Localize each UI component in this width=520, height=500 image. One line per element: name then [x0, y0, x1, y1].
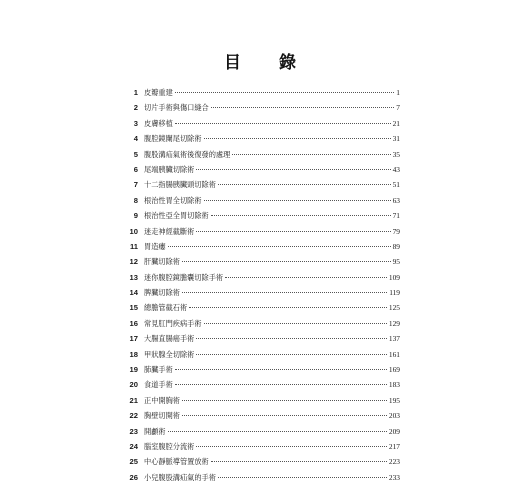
toc-entry-number: 11 — [129, 241, 138, 251]
toc-entry-title: 根治性胃全切除術 — [144, 195, 202, 205]
toc-entry-number: 8 — [133, 195, 138, 205]
dot-leader — [196, 231, 390, 232]
toc-entry-number: 22 — [129, 411, 138, 421]
toc-entry-number: 2 — [133, 103, 138, 113]
toc-entry-title: 迷你腹腔鏡膽囊切除手術 — [144, 272, 224, 282]
table-of-contents — [118, 85, 400, 485]
toc-entry-number: 10 — [129, 226, 138, 236]
toc-entry-title: 迷走神經截斷術 — [144, 226, 195, 236]
toc-entry — [118, 377, 400, 392]
toc-entry — [118, 116, 400, 131]
toc-entry-title: 腹腔鏡闌尾切除術 — [144, 134, 202, 144]
toc-entry-number: 9 — [133, 211, 138, 221]
toc-entry-title: 食道手術 — [144, 380, 173, 390]
toc-entry-number: 25 — [129, 457, 138, 467]
toc-entry — [118, 100, 400, 115]
dot-leader — [182, 292, 387, 293]
toc-entry-number: 26 — [129, 472, 138, 482]
toc-entry-page: 129 — [388, 318, 400, 328]
toc-entry-page: 223 — [388, 457, 400, 467]
dot-leader — [204, 138, 391, 139]
toc-entry — [118, 393, 400, 408]
toc-entry-page: 209 — [388, 426, 400, 436]
dot-leader — [182, 415, 387, 416]
toc-entry-page: 71 — [392, 211, 400, 221]
toc-entry-title: 腦室腹腔分流術 — [144, 441, 195, 451]
toc-entry — [118, 177, 400, 192]
toc-entry — [118, 239, 400, 254]
toc-entry-title: 小兒腹股溝疝氣的手術 — [144, 472, 216, 482]
toc-entry-number: 14 — [129, 288, 138, 298]
toc-entry — [118, 470, 400, 485]
dot-leader — [175, 369, 387, 370]
dot-leader — [168, 246, 391, 247]
toc-entry-page: 51 — [392, 180, 400, 190]
toc-entry-number: 24 — [129, 441, 138, 451]
page-title: 目 錄 — [224, 53, 312, 73]
toc-entry-number: 18 — [129, 349, 138, 359]
toc-entry — [118, 454, 400, 469]
toc-entry-title: 胃造瘻 — [144, 241, 166, 251]
toc-entry-number: 12 — [129, 257, 138, 267]
toc-entry-number: 23 — [129, 426, 138, 436]
toc-entry — [118, 331, 400, 346]
toc-entry — [118, 193, 400, 208]
toc-entry — [118, 347, 400, 362]
toc-entry-title: 中心靜脈導管置放術 — [144, 457, 209, 467]
dot-leader — [204, 323, 387, 324]
toc-entry-number: 1 — [133, 88, 138, 97]
toc-entry-title: 總膽管截石術 — [144, 303, 188, 313]
toc-entry-number: 6 — [133, 164, 138, 174]
toc-entry-page: 43 — [392, 164, 400, 174]
dot-leader — [218, 184, 391, 185]
toc-entry-page: 217 — [388, 441, 400, 451]
dot-leader — [211, 215, 391, 216]
toc-entry-page: 79 — [392, 226, 400, 236]
toc-entry — [118, 224, 400, 239]
toc-entry-title: 腹股溝疝氣術後復發的處理 — [144, 149, 231, 159]
toc-entry-page: 161 — [388, 349, 400, 359]
toc-entry-page: 95 — [392, 257, 400, 267]
toc-entry-number: 4 — [133, 134, 138, 144]
dot-leader — [182, 261, 391, 262]
toc-entry-page: 7 — [396, 103, 400, 113]
toc-entry-page: 169 — [388, 365, 400, 375]
dot-leader — [189, 307, 387, 308]
toc-entry-page: 203 — [388, 411, 400, 421]
toc-entry-page: 21 — [392, 118, 400, 128]
toc-entry — [118, 300, 400, 315]
toc-entry-number: 21 — [129, 395, 138, 405]
toc-entry-number: 16 — [129, 318, 138, 328]
toc-entry-page: 1 — [396, 88, 400, 97]
toc-entry-title: 大腸直腸癌手術 — [144, 334, 195, 344]
toc-entry-page: 35 — [392, 149, 400, 159]
dot-leader — [175, 92, 395, 93]
toc-entry — [118, 285, 400, 300]
toc-entry-number: 15 — [129, 303, 138, 313]
dot-leader — [175, 384, 387, 385]
toc-entry-number: 13 — [129, 272, 138, 282]
toc-entry — [118, 408, 400, 423]
toc-entry-number: 3 — [133, 118, 138, 128]
toc-entry-page: 119 — [389, 288, 400, 298]
toc-entry-title: 十二指腸胰臟頭切除術 — [144, 180, 216, 190]
toc-entry-title: 常見肛門疾病手術 — [144, 318, 202, 328]
toc-entry-number: 5 — [133, 149, 138, 159]
toc-entry-page: 109 — [388, 272, 400, 282]
toc-entry-title: 開顱術 — [144, 426, 166, 436]
dot-leader — [211, 461, 387, 462]
dot-leader — [168, 431, 387, 432]
toc-entry-title: 尾端胰臟切除術 — [144, 164, 195, 174]
toc-entry-page: 31 — [392, 134, 400, 144]
dot-leader — [196, 169, 390, 170]
dot-leader — [175, 123, 391, 124]
toc-entry-page: 233 — [388, 472, 400, 482]
toc-entry-number: 20 — [129, 380, 138, 390]
toc-entry — [118, 439, 400, 454]
dot-leader — [182, 400, 387, 401]
toc-entry-number: 19 — [129, 365, 138, 375]
toc-entry — [118, 162, 400, 177]
toc-entry-page: 89 — [392, 241, 400, 251]
dot-leader — [218, 477, 387, 478]
toc-entry-page: 137 — [388, 334, 400, 344]
dot-leader — [232, 154, 390, 155]
toc-entry-title: 胸壁切開術 — [144, 411, 180, 421]
toc-entry-title: 脾臟切除術 — [144, 288, 180, 298]
dot-leader — [211, 107, 395, 108]
toc-entry-number: 17 — [129, 334, 138, 344]
toc-entry — [118, 362, 400, 377]
toc-entry — [118, 316, 400, 331]
dot-leader — [204, 200, 391, 201]
toc-entry — [118, 424, 400, 439]
dot-leader — [225, 277, 387, 278]
toc-entry — [118, 131, 400, 146]
toc-entry — [118, 270, 400, 285]
toc-entry-page: 63 — [392, 195, 400, 205]
toc-entry — [118, 208, 400, 223]
toc-entry-title: 根治性亞全胃切除術 — [144, 211, 209, 221]
toc-entry-number: 7 — [133, 180, 138, 190]
dot-leader — [196, 354, 387, 355]
dot-leader — [196, 338, 387, 339]
toc-entry-page: 183 — [388, 380, 400, 390]
toc-entry-title: 肝臟切除術 — [144, 257, 180, 267]
toc-entry — [118, 254, 400, 269]
toc-entry-title: 皮膚移植 — [144, 118, 173, 128]
toc-entry-title: 皮瓣重建 — [144, 88, 173, 97]
toc-entry-title: 切片手術與傷口縫合 — [144, 103, 209, 113]
toc-entry-title: 甲狀腺全切除術 — [144, 349, 195, 359]
toc-entry-title: 正中開胸術 — [144, 395, 180, 405]
toc-entry-page: 195 — [388, 395, 400, 405]
toc-entry-page: 125 — [388, 303, 400, 313]
dot-leader — [196, 446, 387, 447]
toc-entry — [118, 85, 400, 100]
toc-entry-title: 肺臟手術 — [144, 365, 173, 375]
toc-entry — [118, 147, 400, 162]
